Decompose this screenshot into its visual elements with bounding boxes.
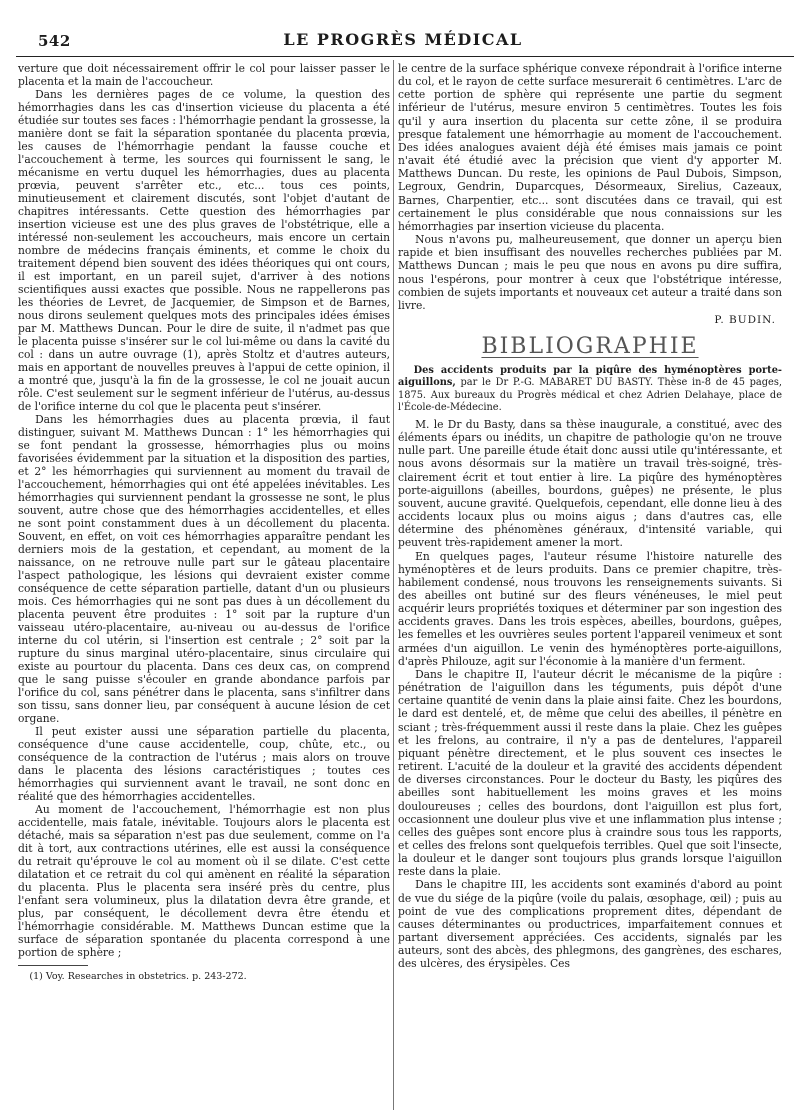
paragraph: Dans le chapitre III, les accidents sont examinés d'abord au point de vue du siége de la piqûre (voile du palais, œsophage, œil) ; puis au point de vue des complications proprement dites, dépendant de causes déterminantes ou productrices, imparfaitement connues et partant diversement appréciées. Ces accidents, signalés par les auteurs, sont des abcès, des phlegmons, des gangrènes, des eschares, des ulcères, des érysipèles. Ces bbox=[398, 878, 782, 971]
reference-details: par le Dr P.-G. MABARET DU BASTY. Thèse in-8 de 45 pages, 1875. Aux bureaux du Progrès médical et chez Adrien Delahaye, place de l'École-de-Médecine. bbox=[398, 377, 782, 414]
paragraph: Dans les dernières pages de ce volume, la question des hémorrhagies dans les cas d'insertion vicieuse du placenta a été étudiée sur toutes ses faces : l'hémorrhagie pendant la grossesse, la manière dont se fait la séparation spontanée du placenta prœvia, les causes de l'hémorrhagie pendant la fausse couche et l'accouchement à terme, les sources qui fournissent le sang, le mécanisme en vertu duquel les hémorrhagies, dues au placenta prœvia, peuvent s'arrêter etc., etc... tous ces points, minutieusement et clairement discutés, sont l'objet d'autant de chapitres intéressants. Cette question des hémorrhagies par insertion vicieuse est une des plus graves de l'obstétrique, elle a intéressé non-seulement les accoucheurs, mais encore un certain nombre de médecins français éminents, et comme le choix du traitement dépend bien souvent des idées théoriques qui ont cours, il est important, en un pareil sujet, d'arriver à des notions scientifiques aussi exactes que possible. Nous ne rappellerons pas les théories de Levret, de Jacquemier, de Simpson et de Barnes, nous dirons seulement quelques mots des principales idées émises par M. Matthews Duncan. Pour le dire de suite, il n'admet pas que le placenta puisse s'insérer sur le col lui-même ou dans la cavité du col : dans un autre ouvrage (1), après Stoltz et d'autres auteurs, mais en apportant de nouvelles preuves à l'appui de cette opinion, il a montré que, jusqu'à la fin de la grossesse, le col ne jouait aucun rôle. C'est seulement sur le segment inférieur de l'utérus, au-dessus de l'orifice interne du col que le placenta peut s'insérer. bbox=[18, 88, 390, 413]
right-column bbox=[398, 62, 782, 1113]
page-number: 542 bbox=[38, 32, 71, 50]
paragraph: Nous n'avons pu, malheureusement, que donner un aperçu bien rapide et bien insuffisant des nouvelles recherches publiées par M. Matthews Duncan ; mais le peu que nous en avons pu dire suffira, nous l'espérons, pour montrer à ceux que l'obstétrique intéresse, combien de sujets importants et nouveaux cet auteur a traité dans son livre. bbox=[398, 233, 782, 312]
author-signature: P. BUDIN. bbox=[714, 313, 776, 326]
paragraph: Au moment de l'accouchement, l'hémorrhagie est non plus accidentelle, mais fatale, inévitable. Toujours alors le placenta est détaché, mais sa séparation n'est pas due seulement, comme on l'a dit à tort, aux contractions utérines, elle est aussi la conséquence du retrait qu'éprouve le col au moment où il se dilate. C'est cette dilatation et ce retrait du col qui amènent en réalité la séparation du placenta. Plus le placenta sera inséré près du centre, plus l'enfant sera volumineux, plus la dilatation devra être grande, et plus, par conséquent, le décollement devra être étendu et l'hémorrhagie considérable. M. Matthews Duncan estime que la surface de séparation spontanée du placenta correspond à une portion de sphère ; bbox=[18, 803, 390, 959]
paragraph: Il peut exister aussi une séparation partielle du placenta, conséquence d'une cause accidentelle, coup, chûte, etc., ou conséquence de la contraction de l'utérus ; mais alors on trouve dans le placenta des lésions caractéristiques ; toutes ces hémorrhagies qui surviennent avant le travail, ne sont donc en réalité que des hémorrhagies accidentelles. bbox=[18, 725, 390, 803]
header-rule bbox=[16, 56, 794, 57]
paragraph: verture que doit nécessairement offrir le col pour laisser passer le placenta et la main de l'accoucheur. bbox=[18, 62, 390, 88]
paragraph: En quelques pages, l'auteur résume l'histoire naturelle des hyménoptères et de leurs produits. Dans ce premier chapitre, très-habilement condensé, nous trouvons les renseignements suivants. Si des abeilles ont butiné sur des fleurs vénéneuses, le miel peut acquérir leurs propriétés toxiques et déterminer par son ingestion des accidents graves. Dans les trois espèces, abeilles, bourdons, guêpes, les femelles et les ouvrières seules portent l'appareil venimeux et sont armées d'un aiguillon. Le venin des hyménoptères porte-aiguillons, d'après Philouze, agit sur l'économie à la manière d'un ferment. bbox=[398, 549, 782, 668]
section-heading: BIBLIOGRAPHIE bbox=[481, 333, 699, 359]
paragraph: le centre de la surface sphérique convexe répondrait à l'orifice interne du col, et le rayon de cette surface mesurerait 6 centimètres. L'arc de cette portion de sphère qui représente une partie du segment inférieur de l'utérus, mesure environ 5 centimètres. Toutes les fois qu'il y aura insertion du placenta sur cette zône, il se produira presque fatalement une hémorrhagie au moment de l'accouchement. Des idées analogues avaient déjà été émises mais jamais ce point n'avait été étudié avec la précision que vient d'y apporter M. Matthews Duncan. Du reste, les opinions de Paul Dubois, Simpson, Legroux, Gendrin, Duparcques, Désormeaux, Sirelius, Cazeaux, Barnes, Charpentier, etc... sont discutées dans ce travail, qui est certainement le plus considérable que nous connaissions sur les hémorrhagies par insertion vicieuse du placenta. bbox=[398, 62, 782, 233]
footnote-rule bbox=[18, 965, 88, 966]
paragraph: M. le Dr du Basty, dans sa thèse inaugurale, a constitué, avec des éléments épars ou inédits, un chapitre de pathologie qu'on ne trouve nulle part. Une pareille étude était donc aussi utile qu'intéressante, et nous avons désormais sur la matière un travail très-soigné, très-clairement écrit et tout entier à lire. La piqûre des hyménoptères porte-aiguillons (abeilles, bourdons, guêpes) ne présente, le plus souvent, aucune gravité. Quelquefois, cependant, elle donne lieu à des accidents locaux plus ou moins aigus ; dans d'autres cas, elle détermine des phénomènes généraux, d'intensité variable, qui peuvent très-rapidement amener la mort. bbox=[398, 417, 782, 550]
paragraph: Dans les hémorrhagies dues au placenta prœvia, il faut distinguer, suivant M. Matthews Duncan : 1° les hémorrhagies qui se font pendant la grossesse, hémorrhagies plus ou moins favorisées évidemment par la situation et la disposition des parties, et 2° les hémorrhagies qui surviennent au moment du travail de l'accouchement, hémorrhagies qui ont été appelées inévitables. Les hémorrhagies qui surviennent pendant la grossesse ne sont, le plus souvent, autre chose que des hémorrhagies accidentelles, et elles ne sont point constamment dues à un décollement du placenta. Souvent, en effet, on voit ces hémorrhagies apparaître pendant les derniers mois de la gestation, et cependant, au moment de la naissance, on ne retrouve nulle part sur le gâteau placentaire l'aspect pathologique, les lésions qui devraient exister comme conséquence de cette séparation partielle, datant d'un ou plusieurs mois. Ces hémorrhagies qui ne sont pas dues à un décollement du placenta peuvent être produites : 1° soit par la rupture d'un vaisseau utéro-placentaire, au-niveau ou au-dessus de l'orifice interne du col utérin, si l'insertion est centrale ; 2° soit par la rupture du sinus marginal utéro-placentaire, sinus circulaire qui existe au pourtour du placenta. Dans ces deux cas, on comprend que le sang puisse s'écouler en grande abondance parfois par l'orifice du col, sans pénétrer dans le placenta, sans s'infiltrer dans son tissu, sans donner lieu, par conséquent à aucune lésion de cet organe. bbox=[18, 413, 390, 725]
page-header bbox=[14, 30, 792, 52]
paragraph: Dans le chapitre II, l'auteur décrit le mécanisme de la piqûre : pénétration de l'aiguillon dans les téguments, puis dépôt d'une certaine quantité de venin dans la plaie ainsi faite. Chez les bourdons, le dard est dentelé, et, de même que celui des abeilles, il pénètre en sciant ; très-fréquemment aussi il reste dans la plaie. Chez les guêpes et les frelons, au contraire, il n'y a pas de dentelures, l'appareil piquant pénètre directement, et le plus souvent ces insectes le retirent. L'acuité de la douleur et la gravité des accidents dépendent de diverses circonstances. Pour le docteur du Basty, les piqûres des abeilles sont habituellement les moins graves et les moins douloureuses ; celles des bourdons, dont l'aiguillon est plus fort, occasionnent une douleur plus vive et une inflammation plus intense ; celles des guêpes sont encore plus à craindre sous tous les rapports, et celles des frelons sont quelquefois terribles. Quel que soit l'insecte, la douleur et le danger sont toujours plus grands lorsque l'aiguillon reste dans la plaie. bbox=[398, 667, 782, 879]
left-column bbox=[18, 62, 390, 1113]
column-divider bbox=[393, 60, 394, 1110]
footnote: (1) Voy. Researches in obstetrics. p. 243-272. bbox=[29, 971, 247, 982]
journal-title: LE PROGRÈS MÉDICAL bbox=[283, 30, 523, 49]
bibliography-reference bbox=[398, 365, 782, 415]
reference-title: Des accidents produits par la piqûre des hyménoptères porte-aiguillons, bbox=[398, 364, 782, 389]
